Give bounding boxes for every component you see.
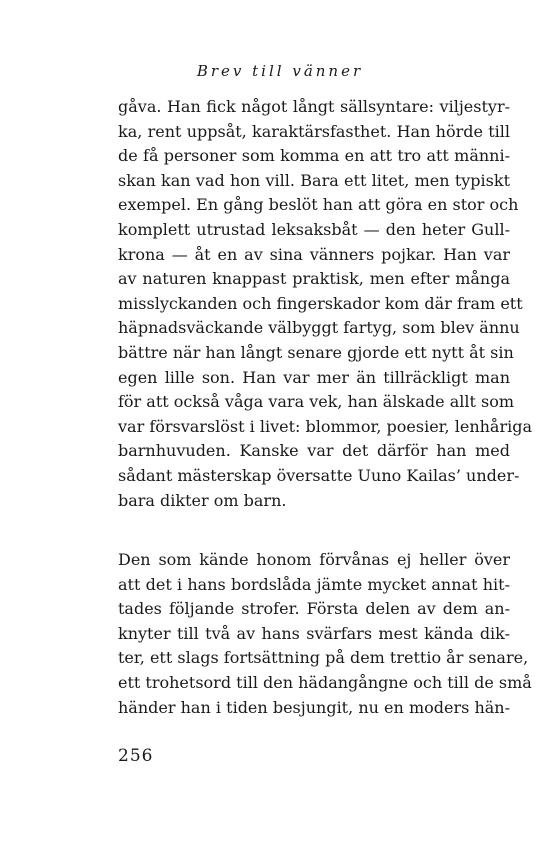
text-line: barnhuvuden. Kanske var det därför han med xyxy=(118,441,510,461)
text-line: de få personer som komma en att tro att männi- xyxy=(118,146,510,166)
paragraph-2 xyxy=(118,548,532,720)
text-line: ka, rent uppsåt, karaktärsfasthet. Han hörde till xyxy=(118,121,510,141)
text-line: för att också våga vara vek, han älskade allt som xyxy=(118,392,515,412)
text-line: gåva. Han fick något långt sällsyntare: viljestyr- xyxy=(118,97,510,116)
text-line: av naturen knappast praktisk, men efter många xyxy=(118,269,510,289)
text-line: händer han i tiden besjungit, nu en moders hän- xyxy=(118,697,510,717)
page-number: 256 xyxy=(118,746,154,766)
text-line: bara dikter om barn. xyxy=(118,490,287,510)
running-head: Brev till vänner xyxy=(196,62,364,80)
text-line: häpnadsväckande välbyggt fartyg, som blev ännu xyxy=(118,318,520,338)
paragraph-1 xyxy=(118,95,533,513)
text-line: Den som kände honom förvånas ej heller över xyxy=(118,550,510,569)
text-line: ett trohetsord till den hädangångne och till de små xyxy=(118,672,532,692)
text-line: ter, ett slags fortsättning på dem trettio år senare, xyxy=(118,648,529,668)
text-line: bättre när han långt senare gjorde ett nytt åt sin xyxy=(118,342,514,362)
text-line: knyter till två av hans svärfars mest kända dik- xyxy=(118,623,510,643)
text-line: krona — åt en av sina vänners pojkar. Han var xyxy=(118,244,510,264)
text-line: var försvarslöst i livet: blommor, poesier, lenhåriga xyxy=(118,416,533,436)
text-line: exempel. En gång beslöt han att göra en stor och xyxy=(118,195,519,215)
text-line: att det i hans bordslåda jämte mycket annat hit- xyxy=(118,574,510,594)
text-line: tades följande strofer. Första delen av dem an- xyxy=(118,599,510,619)
text-line: sådant mästerskap översatte Uuno Kailas’ under- xyxy=(118,465,520,485)
text-line: misslyckanden och fingerskador kom där fram ett xyxy=(118,293,523,313)
text-line: egen lille son. Han var mer än tillräckligt man xyxy=(118,367,510,387)
text-line: komplett utrustad leksaksbåt — den heter Gull- xyxy=(118,219,510,239)
text-line: skan kan vad hon vill. Bara ett litet, men typiskt xyxy=(118,170,510,190)
